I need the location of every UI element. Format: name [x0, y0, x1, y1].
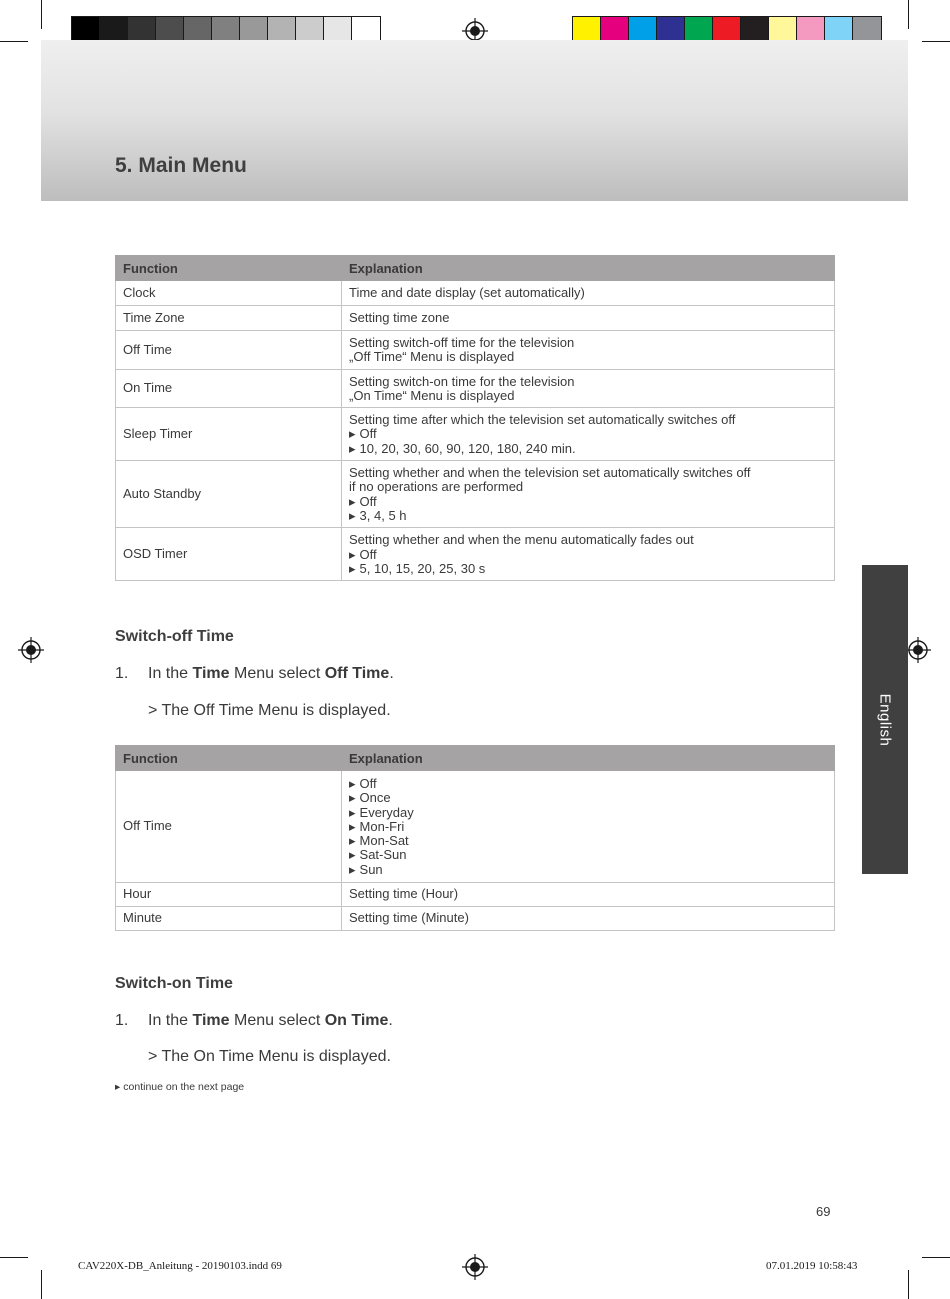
explanation-cell [342, 408, 835, 461]
step-text: Menu select [229, 665, 325, 682]
explanation-cell [342, 281, 835, 306]
crop-mark [0, 1257, 28, 1258]
explanation-cell [342, 331, 835, 370]
step-text: In the [148, 665, 193, 682]
page-number: 69 [816, 1204, 831, 1219]
function-cell: Sleep Timer [116, 408, 342, 461]
step-item-name: Off Time [324, 665, 390, 682]
step-text: . [389, 665, 394, 682]
step-number: 1. [115, 1012, 129, 1029]
step-result: > The Off Time Menu is displayed. [148, 702, 391, 719]
step-number: 1. [115, 665, 129, 682]
option-item: ▸ Sun [349, 863, 827, 877]
column-header-function: Function [116, 256, 342, 281]
option-item: ▸ Mon-Sat [349, 834, 827, 848]
option-item: ▸ Off [349, 777, 827, 791]
step-text: Menu select [229, 1012, 325, 1029]
registration-mark-icon [905, 637, 931, 663]
step-text: . [388, 1012, 393, 1029]
step-item-name: On Time [324, 1012, 389, 1029]
explanation-text: Setting whether and when the menu automatically fades out [349, 532, 694, 548]
table-row [116, 907, 835, 931]
function-cell: Off Time [116, 331, 342, 370]
step-text: In the [148, 1012, 193, 1029]
option-item: ▸ Off [349, 548, 827, 562]
crop-mark [41, 1270, 42, 1299]
table-header-row [116, 256, 835, 281]
table-header-row [116, 746, 835, 771]
explanation-text: Setting switch-off time for the television [349, 335, 575, 350]
explanation-text: „On Time“ Menu is displayed [349, 387, 515, 403]
option-item: ▸ 10, 20, 30, 60, 90, 120, 180, 240 min. [349, 442, 827, 456]
explanation-text: Setting whether and when the television set automatically switches off [349, 465, 751, 481]
table-row [116, 408, 835, 461]
crop-mark [908, 0, 909, 29]
function-cell: Time Zone [116, 306, 342, 331]
function-cell: OSD Timer [116, 528, 342, 581]
table-row [116, 331, 835, 370]
option-item: ▸ Off [349, 427, 827, 441]
crop-mark [908, 1270, 909, 1299]
table-row [116, 883, 835, 907]
crop-mark [0, 41, 28, 42]
explanation-cell: Setting time (Hour) [342, 883, 835, 907]
explanation-cell [342, 369, 835, 408]
explanation-text: „Off Time“ Menu is displayed [349, 349, 515, 365]
option-item: ▸ Off [349, 495, 827, 509]
section-heading-switch-off: Switch-off Time [115, 628, 234, 645]
instruction-step [115, 665, 394, 683]
option-item: ▸ Sat-Sun [349, 848, 827, 862]
column-header-explanation: Explanation [342, 256, 835, 281]
option-item: ▸ Everyday [349, 806, 827, 820]
explanation-cell [342, 771, 835, 883]
function-cell: Off Time [116, 771, 342, 883]
explanation-text: Time and date display (set automatically) [349, 284, 585, 300]
function-cell: Clock [116, 281, 342, 306]
registration-mark-icon [462, 1254, 488, 1280]
time-menu-table [115, 255, 835, 581]
step-menu-name: Time [192, 665, 230, 682]
option-item: ▸ 5, 10, 15, 20, 25, 30 s [349, 562, 827, 576]
function-cell: Auto Standby [116, 461, 342, 528]
slug-date-info: 07.01.2019 10:58:43 [766, 1260, 858, 1272]
explanation-cell [342, 461, 835, 528]
explanation-text: Setting time after which the television set automatically switches off [349, 412, 736, 428]
instruction-step [115, 1012, 393, 1030]
chapter-header [41, 40, 908, 201]
function-cell: Minute [116, 907, 342, 931]
column-header-explanation: Explanation [342, 746, 835, 771]
crop-mark [922, 1257, 950, 1258]
section-heading-switch-on: Switch-on Time [115, 975, 233, 992]
crop-mark [922, 41, 950, 42]
registration-mark-icon [18, 637, 44, 663]
table-body [116, 281, 835, 581]
table-row [116, 369, 835, 408]
page-title: 5. Main Menu [115, 154, 247, 177]
explanation-cell: Setting time (Minute) [342, 907, 835, 931]
table-row [116, 281, 835, 306]
crop-mark [41, 0, 42, 29]
explanation-text: Setting time zone [349, 309, 450, 325]
explanation-text: Setting switch-on time for the television [349, 373, 575, 389]
language-tab-label: English [876, 693, 894, 746]
step-menu-name: Time [192, 1012, 230, 1029]
slug-file-info: CAV220X-DB_Anleitung - 20190103.indd 69 [78, 1260, 282, 1272]
language-tab [862, 565, 908, 874]
table-row [116, 528, 835, 581]
step-result: > The On Time Menu is displayed. [148, 1048, 391, 1065]
function-cell: Hour [116, 883, 342, 907]
continue-note: ▸ continue on the next page [115, 1081, 244, 1093]
off-time-table [115, 745, 835, 931]
table-row [116, 306, 835, 331]
function-cell: On Time [116, 369, 342, 408]
column-header-function: Function [116, 746, 342, 771]
table-row [116, 771, 835, 883]
table-row [116, 461, 835, 528]
explanation-cell [342, 528, 835, 581]
option-item: ▸ Mon-Fri [349, 820, 827, 834]
option-item: ▸ Once [349, 791, 827, 805]
explanation-cell [342, 306, 835, 331]
option-item: ▸ 3, 4, 5 h [349, 509, 827, 523]
explanation-text: if no operations are performed [349, 479, 524, 495]
